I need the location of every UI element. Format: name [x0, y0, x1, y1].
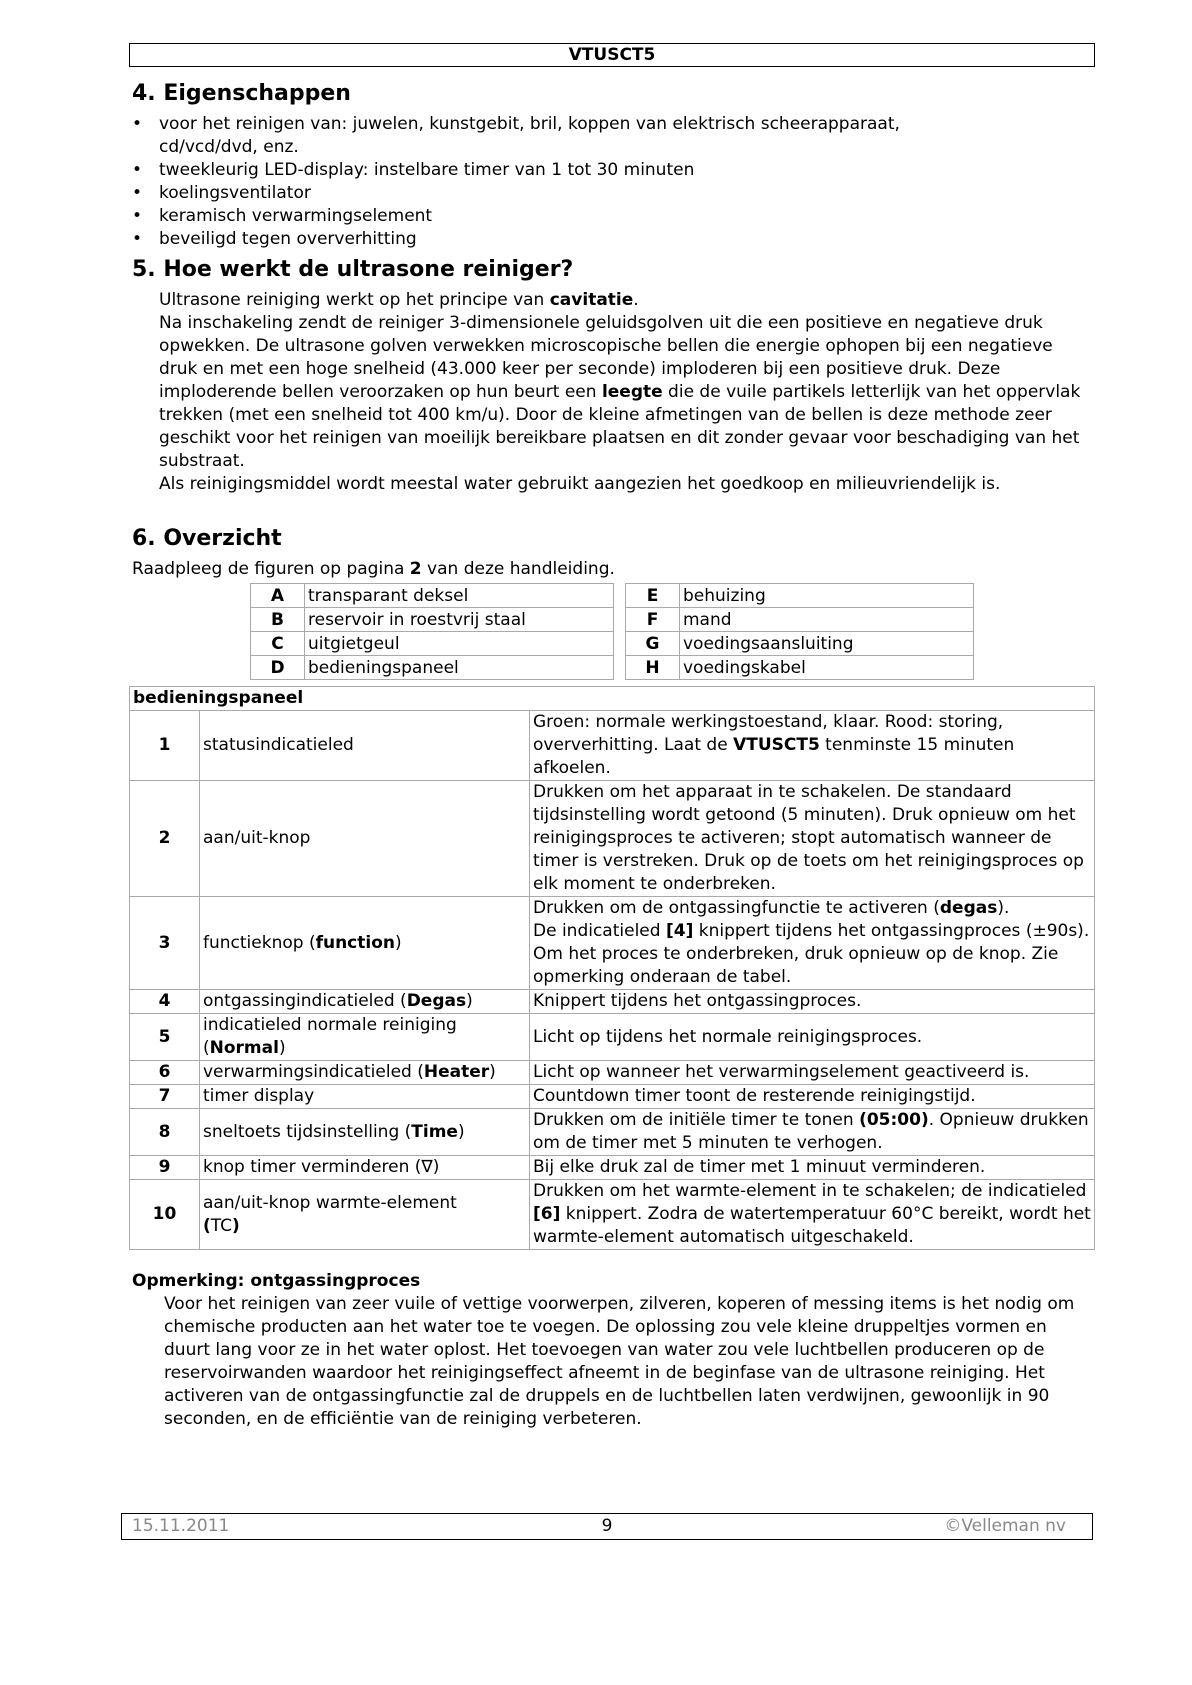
table-header-row: bedieningspaneel — [130, 687, 1095, 711]
table-row: D bedieningspaneel — [251, 656, 614, 680]
section-heading-properties: 4. Eigenschappen — [132, 81, 351, 106]
page-number: 9 — [601, 1516, 613, 1536]
overview-table-left — [250, 583, 614, 680]
table-row: 2 aan/uit-knop Drukken om het apparaat in te schakelen. De standaard tijdsinstelling wordt getoond (5 minuten). Druk opnieuw om het reinigingsproces te activeren; stopt automatisch wanneer de timer is verstreken. Druk op de toets om het reinigingsproces op elk moment te onderbreken. — [130, 781, 1095, 897]
list-item: • beveiligd tegen oververhitting — [132, 228, 1092, 251]
table-row: 7 timer display Countdown timer toont de resterende reinigingstijd. — [130, 1085, 1095, 1109]
table-row: 5 indicatieled normale reiniging (Normal) Licht op tijdens het normale reinigingsproces. — [130, 1014, 1095, 1061]
header-title: VTUSCT5 — [568, 45, 656, 65]
table-row: 6 verwarmingsindicatieled (Heater) Licht op wanneer het verwarmingselement geactiveerd is. — [130, 1061, 1095, 1085]
paragraph-cavitation: Na inschakeling zendt de reiniger 3-dimensionele geluidsgolven uit die een positieve en negatieve druk opwekken. De ultrasone golven verwekken microscopische bellen die energie ophopen bij een negatieve druk en met een hoge snelheid (43.000 keer per seconde) imploderen bij een positieve druk. Deze imploderende bellen veroorzaken op hun beurt een leegte die de vuile partikels letterlijk van het oppervlak trekken (met een snelheid tot 400 km/u). Door de kleine afmetingen van de bellen is deze methode zeer geschikt voor het reinigen van moeilijk bereikbare plaatsen en dit zonder gevaar voor beschadiging van het substraat. — [159, 313, 1081, 471]
table-row: F mand — [626, 608, 974, 632]
table-row: 10 aan/uit-knop warmte-element (TC) Drukken om het warmte-element in te schakelen; de indicatieled [6] knippert. Zodra de watertemperatuur 60°C bereikt, wordt het warmte-element automatisch uitgeschakeld. — [130, 1180, 1095, 1250]
properties-list — [132, 113, 1092, 251]
footer-copyright: ©Velleman nv — [944, 1516, 1066, 1536]
section-heading-how-it-works: 5. Hoe werkt de ultrasone reiniger? — [132, 257, 574, 282]
list-item: • koelingsventilator — [132, 182, 1092, 205]
table-row: H voedingskabel — [626, 656, 974, 680]
overview-intro: Raadpleeg de figuren op pagina 2 van deze handleiding. — [132, 559, 615, 579]
footer-date: 15.11.2011 — [132, 1516, 230, 1536]
list-item: • voor het reinigen van: juwelen, kunstgebit, bril, koppen van elektrisch scheerapparaat, cd/vcd/dvd, enz. — [132, 113, 999, 159]
list-item: • tweekleurig LED-display: instelbare timer van 1 tot 30 minuten — [132, 159, 1092, 182]
table-row: G voedingsaansluiting — [626, 632, 974, 656]
table-row: E behuizing — [626, 584, 974, 608]
page-footer — [121, 1513, 1093, 1540]
table-row: 1 statusindicatieled Groen: normale werkingstoestand, klaar. Rood: storing, oververhitting. Laat de VTUSCT5 tenminste 15 minuten afkoelen. — [130, 711, 1095, 781]
control-panel-table — [129, 686, 1095, 1250]
list-item: • keramisch verwarmingselement — [132, 205, 1092, 228]
page-header — [129, 43, 1095, 67]
table-row: 8 sneltoets tijdsinstelling (Time) Drukken om de initiële timer te tonen (05:00). Opnieuw drukken om de timer met 5 minuten te verhogen. — [130, 1109, 1095, 1156]
table-row: C uitgietgeul — [251, 632, 614, 656]
table-row: 4 ontgassingindicatieled (Degas) Knippert tijdens het ontgassingproces. — [130, 990, 1095, 1014]
paragraph-principle: Ultrasone reiniging werkt op het principe van cavitatie. — [159, 290, 639, 310]
table-row: A transparant deksel — [251, 584, 614, 608]
note-text: Voor het reinigen van zeer vuile of vettige voorwerpen, zilveren, koperen of messing items is het nodig om chemische producten aan het water toe te voegen. De oplossing zou vele kleine druppeltjes vormen en duurt lang voor ze in het water oplost. Het toevoegen van water zou vele luchtbellen produceren op de reservoirwanden waardoor het reinigingseffect afneemt in de beginfase van de ultrasone reiniging. Het activeren van de ontgassingfunctie zal de druppels en de luchtbellen laten verdwijnen, gewoonlijk in 90 seconden, en de efficiëntie van de reiniging verbeteren. — [164, 1294, 1075, 1429]
table-row: 9 knop timer verminderen (∇) Bij elke druk zal de timer met 1 minuut verminderen. — [130, 1156, 1095, 1180]
note-heading: Opmerking: ontgassingproces — [132, 1271, 421, 1291]
paragraph-cleaning-agent: Als reinigingsmiddel wordt meestal water gebruikt aangezien het goedkoop en milieuvriendelijk is. — [159, 474, 1001, 494]
table-row: 3 functieknop (function) Drukken om de ontgassingfunctie te activeren (degas). De indicatieled [4] knippert tijdens het ontgassingproces (±90s). Om het proces te onderbreken, druk opnieuw op de knop. Zie opmerking onderaan de tabel. — [130, 897, 1095, 990]
overview-table-right — [625, 583, 974, 680]
table-row: B reservoir in roestvrij staal — [251, 608, 614, 632]
section-heading-overview: 6. Overzicht — [132, 526, 282, 551]
